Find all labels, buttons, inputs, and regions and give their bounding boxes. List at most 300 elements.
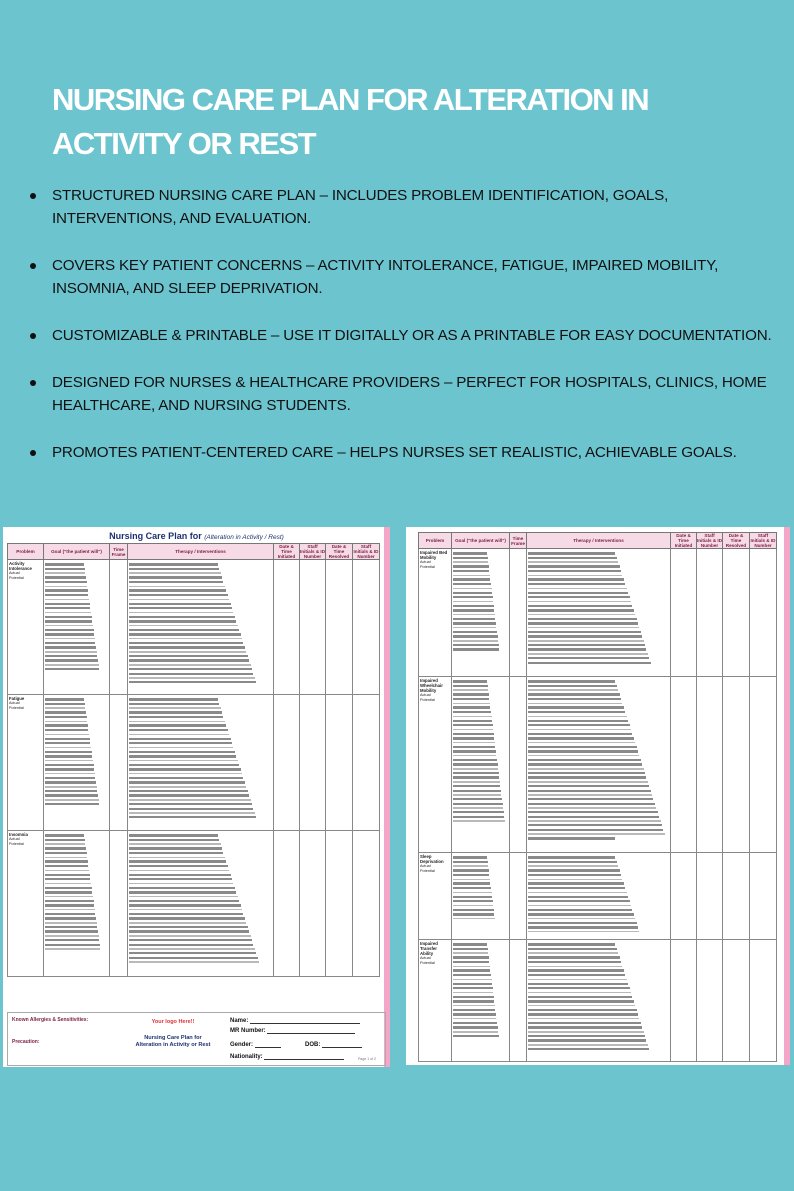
precaution-label: Precaution: xyxy=(12,1039,40,1045)
text-line-placeholder xyxy=(129,764,239,766)
text-line-placeholder xyxy=(453,570,489,572)
text-line-placeholder xyxy=(528,966,622,968)
text-line-placeholder xyxy=(453,759,497,761)
text-line-placeholder xyxy=(528,1018,639,1020)
text-line-placeholder xyxy=(453,575,490,577)
plan-name xyxy=(113,1035,233,1049)
text-line-placeholder xyxy=(453,948,488,950)
header-date-initiated: Date & Time Initiated xyxy=(671,533,697,549)
text-line-placeholder xyxy=(129,904,241,906)
text-line-placeholder xyxy=(528,856,615,858)
text-line-placeholder xyxy=(45,629,94,631)
text-line-placeholder xyxy=(528,552,615,554)
doc-title-sub: (Alteration in Activity / Rest) xyxy=(204,534,284,541)
text-line-placeholder xyxy=(129,572,221,574)
goal-cell xyxy=(44,560,110,695)
text-line-placeholder xyxy=(453,605,494,607)
text-line-placeholder xyxy=(129,883,233,885)
status-potential: Potential xyxy=(9,706,24,710)
text-line-placeholder xyxy=(45,773,95,775)
care-plan-page-1 xyxy=(3,527,390,1067)
text-line-placeholder xyxy=(45,865,88,867)
text-line-placeholder xyxy=(528,644,645,646)
eval-cell xyxy=(697,853,723,940)
status-actual: Actual xyxy=(9,701,20,705)
text-line-placeholder xyxy=(45,651,97,653)
eval-cell xyxy=(697,549,723,677)
text-line-placeholder xyxy=(528,703,622,705)
pink-edge xyxy=(784,527,790,1065)
text-line-placeholder xyxy=(453,592,492,594)
table-header-row xyxy=(8,544,380,560)
text-line-placeholder xyxy=(129,839,219,841)
text-line-placeholder xyxy=(45,664,99,666)
text-line-placeholder xyxy=(453,588,492,590)
text-line-placeholder xyxy=(453,1000,494,1002)
eval-cell xyxy=(671,677,697,853)
text-line-placeholder xyxy=(129,909,242,911)
text-line-placeholder xyxy=(528,983,628,985)
eval-cell xyxy=(353,560,380,695)
plan-name-line-1: Nursing Care Plan for xyxy=(144,1035,202,1041)
text-line-placeholder xyxy=(45,607,90,609)
text-line-placeholder xyxy=(453,1005,495,1007)
text-line-placeholder xyxy=(453,918,495,920)
eval-cell xyxy=(353,695,380,831)
text-line-placeholder xyxy=(528,575,622,577)
eval-cell xyxy=(326,831,353,977)
text-line-placeholder xyxy=(45,703,85,705)
text-line-placeholder xyxy=(528,763,642,765)
text-line-placeholder xyxy=(453,720,492,722)
status-potential: Potential xyxy=(420,869,435,873)
text-line-placeholder xyxy=(129,777,243,779)
text-line-placeholder xyxy=(453,1022,497,1024)
text-line-placeholder xyxy=(45,922,97,924)
text-line-placeholder xyxy=(129,896,238,898)
text-line-placeholder xyxy=(45,581,87,583)
text-line-placeholder xyxy=(453,622,496,624)
text-line-placeholder xyxy=(528,948,617,950)
text-line-placeholder xyxy=(528,992,631,994)
text-line-placeholder xyxy=(528,956,620,958)
plan-name-line-2: Alteration in Activity or Rest xyxy=(135,1042,211,1048)
problem-label: Fatigue xyxy=(9,696,25,701)
eval-cell xyxy=(300,695,326,831)
text-line-placeholder xyxy=(528,657,649,659)
mr-number-field[interactable] xyxy=(230,1027,355,1034)
text-line-placeholder xyxy=(528,785,649,787)
text-line-placeholder xyxy=(453,627,496,629)
text-line-placeholder xyxy=(453,996,494,998)
time-cell xyxy=(510,549,527,677)
text-line-placeholder xyxy=(45,777,95,779)
status-actual: Actual xyxy=(420,864,431,868)
text-line-placeholder xyxy=(129,594,228,596)
text-line-placeholder xyxy=(129,711,222,713)
text-line-placeholder xyxy=(129,612,233,614)
text-line-placeholder xyxy=(453,561,488,563)
text-line-placeholder xyxy=(528,1005,635,1007)
text-line-placeholder xyxy=(453,1035,499,1037)
text-line-placeholder xyxy=(129,703,219,705)
text-line-placeholder xyxy=(528,1048,649,1050)
text-line-placeholder xyxy=(528,882,624,884)
text-line-placeholder xyxy=(129,870,229,872)
status-potential: Potential xyxy=(420,961,435,965)
text-line-placeholder xyxy=(528,750,638,752)
text-line-placeholder xyxy=(129,948,255,950)
text-line-placeholder xyxy=(45,794,98,796)
text-line-placeholder xyxy=(129,816,256,818)
text-line-placeholder xyxy=(129,655,248,657)
text-line-placeholder xyxy=(528,648,646,650)
text-line-placeholder xyxy=(528,689,618,691)
text-line-placeholder xyxy=(45,668,99,670)
text-line-placeholder xyxy=(129,790,248,792)
text-line-placeholder xyxy=(453,969,490,971)
text-line-placeholder xyxy=(528,685,617,687)
header-problem: Problem xyxy=(419,533,452,549)
table-row xyxy=(419,549,777,677)
text-line-placeholder xyxy=(129,939,252,941)
doc-title xyxy=(3,531,390,541)
therapy-cell xyxy=(527,853,671,940)
status-potential: Potential xyxy=(420,565,435,569)
text-line-placeholder xyxy=(129,633,241,635)
text-line-placeholder xyxy=(453,609,494,611)
text-line-placeholder xyxy=(129,673,253,675)
text-line-placeholder xyxy=(129,961,259,963)
text-line-placeholder xyxy=(129,773,242,775)
text-line-placeholder xyxy=(129,781,245,783)
text-line-placeholder xyxy=(528,578,624,580)
text-line-placeholder xyxy=(528,698,621,700)
text-line-placeholder xyxy=(528,1039,646,1041)
text-line-placeholder xyxy=(528,720,628,722)
text-line-placeholder xyxy=(453,974,491,976)
text-line-placeholder xyxy=(528,869,620,871)
problem-label: Impaired Bed Mobility xyxy=(420,550,448,560)
text-line-placeholder xyxy=(528,979,627,981)
logo-placeholder: Your logo Here!! xyxy=(151,1019,195,1025)
text-line-placeholder xyxy=(129,586,225,588)
text-line-placeholder xyxy=(528,798,653,800)
table-row xyxy=(8,560,380,695)
text-line-placeholder xyxy=(45,576,86,578)
patient-info-footer xyxy=(7,1012,386,1066)
text-line-placeholder xyxy=(453,768,498,770)
text-line-placeholder xyxy=(528,926,638,928)
text-line-placeholder xyxy=(453,856,487,858)
eval-cell xyxy=(723,677,750,853)
text-line-placeholder xyxy=(45,711,86,713)
text-line-placeholder xyxy=(129,568,219,570)
text-line-placeholder xyxy=(528,974,625,976)
text-line-placeholder xyxy=(129,913,243,915)
text-line-placeholder xyxy=(453,861,488,863)
text-line-placeholder xyxy=(129,922,246,924)
text-line-placeholder xyxy=(528,803,655,805)
text-line-placeholder xyxy=(453,887,491,889)
name-field[interactable] xyxy=(230,1017,360,1024)
eval-cell xyxy=(750,549,777,677)
text-line-placeholder xyxy=(129,738,231,740)
text-line-placeholder xyxy=(528,680,615,682)
dob-field[interactable] xyxy=(305,1041,362,1048)
text-line-placeholder xyxy=(453,803,503,805)
text-line-placeholder xyxy=(528,557,617,559)
text-line-placeholder xyxy=(528,829,663,831)
text-line-placeholder xyxy=(45,563,84,565)
header-staff-initials-2: Staff Initials & ID Number xyxy=(750,533,776,548)
text-line-placeholder xyxy=(453,703,490,705)
text-line-placeholder xyxy=(528,693,620,695)
text-line-placeholder xyxy=(528,892,627,894)
text-line-placeholder xyxy=(528,601,631,603)
text-line-placeholder xyxy=(45,887,92,889)
text-line-placeholder xyxy=(45,852,87,854)
text-line-placeholder xyxy=(453,742,495,744)
text-line-placeholder xyxy=(129,812,255,814)
text-line-placeholder xyxy=(129,681,256,683)
text-line-placeholder xyxy=(129,857,225,859)
text-line-placeholder xyxy=(453,879,490,881)
text-line-placeholder xyxy=(129,794,249,796)
text-line-placeholder xyxy=(453,909,494,911)
text-line-placeholder xyxy=(45,633,94,635)
text-line-placeholder xyxy=(528,776,646,778)
text-line-placeholder xyxy=(528,565,620,567)
name-line xyxy=(250,1017,360,1024)
text-line-placeholder xyxy=(528,781,648,783)
text-line-placeholder xyxy=(129,747,233,749)
text-line-placeholder xyxy=(528,561,618,563)
text-line-placeholder xyxy=(528,716,627,718)
text-line-placeholder xyxy=(528,746,637,748)
text-line-placeholder xyxy=(45,926,97,928)
eval-cell xyxy=(723,549,750,677)
text-line-placeholder xyxy=(453,1009,495,1011)
text-line-placeholder xyxy=(453,698,489,700)
eval-cell xyxy=(274,560,300,695)
eval-cell xyxy=(723,853,750,940)
text-line-placeholder xyxy=(129,878,232,880)
text-line-placeholder xyxy=(129,751,235,753)
text-line-placeholder xyxy=(528,635,642,637)
text-line-placeholder xyxy=(528,961,621,963)
time-cell xyxy=(110,831,128,977)
text-line-placeholder xyxy=(45,568,85,570)
text-line-placeholder xyxy=(453,983,492,985)
header-time: Time Frame xyxy=(510,533,527,549)
text-line-placeholder xyxy=(45,721,87,723)
text-line-placeholder xyxy=(45,939,99,941)
text-line-placeholder xyxy=(45,620,92,622)
time-cell xyxy=(110,560,128,695)
eval-cell xyxy=(750,853,777,940)
feature-item: PROMOTES PATIENT-CENTERED CARE – HELPS NURSES SET REALISTIC, ACHIEVABLE GOALS. xyxy=(30,441,790,464)
therapy-cell xyxy=(128,831,274,977)
goal-cell xyxy=(452,940,510,1062)
text-line-placeholder xyxy=(528,653,648,655)
text-line-placeholder xyxy=(45,883,91,885)
text-line-placeholder xyxy=(129,638,242,640)
dob-label: DOB: xyxy=(305,1042,321,1048)
text-line-placeholder xyxy=(528,609,634,611)
doc-title-main: Nursing Care Plan for xyxy=(109,531,202,541)
text-line-placeholder xyxy=(453,913,494,915)
text-line-placeholder xyxy=(129,698,218,700)
text-line-placeholder xyxy=(45,698,84,700)
therapy-cell xyxy=(527,677,671,853)
text-line-placeholder xyxy=(45,913,95,915)
text-line-placeholder xyxy=(453,987,493,989)
header-date-resolved: Date & Time Resolved xyxy=(723,533,750,549)
text-line-placeholder xyxy=(453,896,492,898)
text-line-placeholder xyxy=(45,642,95,644)
feature-item: COVERS KEY PATIENT CONCERNS – ACTIVITY INTOLERANCE, FATIGUE, IMPAIRED MOBILITY, INSOMNIA, AND SLEEP DEPRIVATION. xyxy=(30,254,790,300)
text-line-placeholder xyxy=(528,900,630,902)
text-line-placeholder xyxy=(453,552,487,554)
text-line-placeholder xyxy=(528,909,632,911)
text-line-placeholder xyxy=(129,834,218,836)
text-line-placeholder xyxy=(528,952,618,954)
status-potential: Potential xyxy=(420,698,435,702)
text-line-placeholder xyxy=(45,935,99,937)
text-line-placeholder xyxy=(129,646,245,648)
text-line-placeholder xyxy=(45,930,98,932)
eval-cell xyxy=(671,940,697,1062)
nationality-field[interactable] xyxy=(230,1053,344,1060)
gender-field[interactable] xyxy=(230,1041,281,1048)
time-cell xyxy=(110,695,128,831)
mr-label: MR Number: xyxy=(230,1028,266,1034)
text-line-placeholder xyxy=(45,944,100,946)
eval-cell xyxy=(274,695,300,831)
text-line-placeholder xyxy=(528,922,637,924)
text-line-placeholder xyxy=(528,768,644,770)
text-line-placeholder xyxy=(528,931,639,933)
text-line-placeholder xyxy=(528,987,630,989)
status-actual: Actual xyxy=(420,693,431,697)
text-line-placeholder xyxy=(45,589,88,591)
text-line-placeholder xyxy=(45,896,93,898)
text-line-placeholder xyxy=(45,900,94,902)
text-line-placeholder xyxy=(528,631,641,633)
text-line-placeholder xyxy=(453,882,490,884)
header-therapy: Therapy / Interventions xyxy=(128,544,274,560)
text-line-placeholder xyxy=(45,755,92,757)
eval-cell xyxy=(671,853,697,940)
text-line-placeholder xyxy=(129,724,226,726)
text-line-placeholder xyxy=(45,760,93,762)
text-line-placeholder xyxy=(528,896,628,898)
text-line-placeholder xyxy=(45,839,85,841)
status-potential: Potential xyxy=(9,576,24,580)
header-goal: Goal ("the patient will") xyxy=(44,544,110,560)
text-line-placeholder xyxy=(45,603,90,605)
text-line-placeholder xyxy=(45,612,91,614)
text-line-placeholder xyxy=(129,803,252,805)
eval-cell xyxy=(326,560,353,695)
text-line-placeholder xyxy=(129,589,226,591)
text-line-placeholder xyxy=(453,755,496,757)
text-line-placeholder xyxy=(129,808,253,810)
text-line-placeholder xyxy=(453,979,492,981)
text-line-placeholder xyxy=(528,733,632,735)
text-line-placeholder xyxy=(129,865,228,867)
text-line-placeholder xyxy=(453,874,489,876)
eval-cell xyxy=(750,677,777,853)
text-line-placeholder xyxy=(453,640,498,642)
text-line-placeholder xyxy=(453,601,493,603)
goal-cell xyxy=(44,695,110,831)
text-line-placeholder xyxy=(528,861,617,863)
text-line-placeholder xyxy=(129,563,218,565)
text-line-placeholder xyxy=(453,763,498,765)
text-line-placeholder xyxy=(453,952,488,954)
table-row xyxy=(419,677,777,853)
text-line-placeholder xyxy=(129,887,235,889)
problem-label: Impaired Transfer Ability xyxy=(420,941,438,956)
text-line-placeholder xyxy=(453,746,495,748)
text-line-placeholder xyxy=(453,614,495,616)
text-line-placeholder xyxy=(453,992,493,994)
text-line-placeholder xyxy=(45,747,91,749)
text-line-placeholder xyxy=(528,759,641,761)
text-line-placeholder xyxy=(453,583,491,585)
text-line-placeholder xyxy=(129,843,221,845)
text-line-placeholder xyxy=(129,786,246,788)
text-line-placeholder xyxy=(129,926,248,928)
text-line-placeholder xyxy=(129,620,236,622)
page-number: Page 1 of 2 xyxy=(358,1057,376,1061)
eval-cell xyxy=(300,831,326,977)
feature-item: STRUCTURED NURSING CARE PLAN – INCLUDES PROBLEM IDENTIFICATION, GOALS, INTERVENTIONS, AND EVALUATION. xyxy=(30,184,790,230)
status-actual: Actual xyxy=(420,560,431,564)
text-line-placeholder xyxy=(453,961,489,963)
text-line-placeholder xyxy=(453,557,488,559)
text-line-placeholder xyxy=(528,729,631,731)
text-line-placeholder xyxy=(528,583,625,585)
text-line-placeholder xyxy=(129,874,231,876)
text-line-placeholder xyxy=(129,930,249,932)
text-line-placeholder xyxy=(45,764,94,766)
goal-cell xyxy=(452,853,510,940)
goal-cell xyxy=(44,831,110,977)
text-line-placeholder xyxy=(528,807,656,809)
text-line-placeholder xyxy=(453,733,494,735)
text-line-placeholder xyxy=(528,816,659,818)
status-actual: Actual xyxy=(420,956,431,960)
text-line-placeholder xyxy=(45,586,87,588)
text-line-placeholder xyxy=(528,592,628,594)
text-line-placeholder xyxy=(528,1013,638,1015)
text-line-placeholder xyxy=(528,588,627,590)
table-row xyxy=(419,853,777,940)
therapy-cell xyxy=(128,560,274,695)
text-line-placeholder xyxy=(45,834,84,836)
text-line-placeholder xyxy=(528,1009,637,1011)
text-line-placeholder xyxy=(453,1018,496,1020)
text-line-placeholder xyxy=(528,662,651,664)
text-line-placeholder xyxy=(45,786,97,788)
text-line-placeholder xyxy=(528,706,624,708)
table-row xyxy=(8,831,380,977)
time-cell xyxy=(510,853,527,940)
text-line-placeholder xyxy=(528,1044,648,1046)
